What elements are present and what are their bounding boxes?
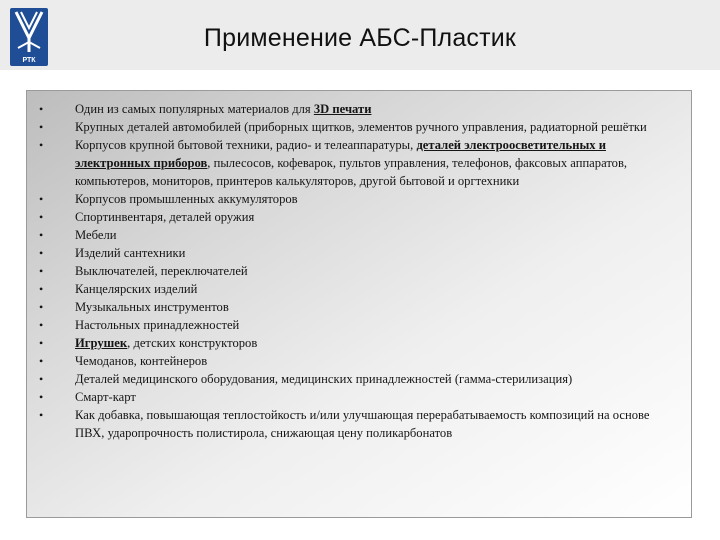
list-item	[27, 316, 693, 334]
item-text: , детских конструкторов	[127, 336, 258, 350]
bullet-icon: •	[39, 336, 44, 350]
item-text: Канцелярских изделий	[75, 282, 198, 296]
list-item	[27, 118, 693, 136]
slide-header	[0, 0, 720, 70]
bullet-icon: •	[39, 264, 44, 278]
list-item	[27, 298, 693, 316]
item-text: Мебели	[75, 228, 117, 242]
item-text: , пылесосов, кофеварок, пультов управления, телефонов, факсовых аппаратов, компьютеров, мониторов, принтеров калькуляторов, другой бытовой и оргтехники	[75, 156, 628, 188]
company-logo	[10, 8, 48, 66]
bullet-icon: •	[39, 282, 44, 296]
item-text: Смарт-карт	[75, 390, 136, 404]
underlined-phrase: 3D печати	[313, 102, 372, 116]
item-text: Один из самых популярных материалов для	[75, 102, 314, 116]
bullet-icon: •	[39, 210, 44, 224]
item-text: Чемоданов, контейнеров	[75, 354, 208, 368]
list-item	[27, 334, 693, 352]
list-item	[27, 406, 693, 442]
list-item	[27, 370, 693, 388]
underlined-phrase: деталей электроосветительных и электронных приборов	[75, 138, 606, 170]
bullet-icon: •	[39, 228, 44, 242]
list-item	[27, 208, 693, 226]
list-item	[27, 100, 693, 118]
bullet-icon: •	[39, 246, 44, 260]
content-panel	[26, 90, 692, 518]
bullet-icon: •	[39, 192, 44, 206]
applications-list	[27, 100, 693, 442]
item-text: Настольных принадлежностей	[75, 318, 240, 332]
bullet-icon: •	[39, 102, 44, 116]
page-title: Применение АБС-Пластик	[203, 24, 517, 52]
item-text: Деталей медицинского оборудования, медицинских принадлежностей (гамма-стерилизация)	[75, 372, 573, 386]
item-text: Как добавка, повышающая теплостойкость и/или улучшающая перерабатываемость композиций на основе ПВХ, ударопрочность полистирола, снижающая цену поликарбонатов	[75, 408, 650, 440]
underlined-phrase: Игрушек	[75, 336, 128, 350]
list-item	[27, 280, 693, 298]
bullet-icon: •	[39, 408, 44, 422]
item-text: Выключателей, переключателей	[75, 264, 248, 278]
item-text: Крупных деталей автомобилей (приборных щитков, элементов ручного управления, радиаторной решётки	[75, 120, 647, 134]
bullet-icon: •	[39, 138, 44, 152]
bullet-icon: •	[39, 318, 44, 332]
item-text: Корпусов крупной бытовой техники, радио- и телеаппаратуры,	[75, 138, 417, 152]
list-item	[27, 136, 693, 190]
bullet-icon: •	[39, 372, 44, 386]
bullet-icon: •	[39, 354, 44, 368]
list-item	[27, 388, 693, 406]
bullet-icon: •	[39, 120, 44, 134]
logo-emblem-icon	[10, 8, 48, 66]
item-text: Музыкальных инструментов	[75, 300, 229, 314]
item-text: Корпусов промышленных аккумуляторов	[75, 192, 298, 206]
item-text: Спортинвентаря, деталей оружия	[75, 210, 255, 224]
bullet-icon: •	[39, 390, 44, 404]
list-item	[27, 244, 693, 262]
list-item	[27, 190, 693, 208]
item-text: Изделий сантехники	[75, 246, 186, 260]
list-item	[27, 226, 693, 244]
list-item	[27, 352, 693, 370]
bullet-icon: •	[39, 300, 44, 314]
list-item	[27, 262, 693, 280]
logo-text: РТК	[22, 57, 36, 64]
